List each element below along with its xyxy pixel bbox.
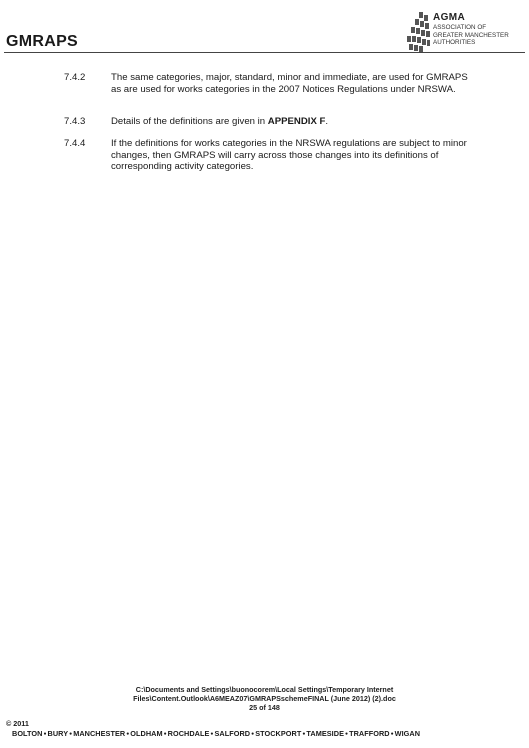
- council-separator: ●: [344, 731, 349, 738]
- council-name: TAMESIDE: [306, 729, 344, 738]
- council-separator: ●: [163, 731, 167, 738]
- paragraph-7-4-2: [64, 72, 471, 95]
- council-name: STOCKPORT: [255, 729, 302, 738]
- footer-path-line: Files\Content.Outlook\A6MEAZ07\GMRAPSschemeFINAL (June 2012) (2).doc: [133, 694, 396, 703]
- council-separator: ●: [43, 731, 47, 738]
- paragraph-7-4-3: [64, 116, 471, 128]
- footer-path-line: C:\Documents and Settings\buonocorem\Local Settings\Temporary Internet: [135, 685, 394, 694]
- copyright-notice: © 2011: [6, 719, 29, 728]
- council-name: ROCHDALE: [167, 729, 210, 738]
- council-name: SALFORD: [214, 729, 251, 738]
- document-header-title: GMRAPS: [6, 33, 79, 50]
- appendix-reference: APPENDIX F: [267, 116, 326, 127]
- council-name: BURY: [47, 729, 69, 738]
- page-number: 25 of 148: [249, 703, 280, 712]
- paragraph-number: 7.4.4: [64, 138, 86, 149]
- paragraph-7-4-4: [64, 138, 471, 173]
- council-separator: ●: [390, 731, 394, 738]
- paragraph-text: [111, 116, 471, 128]
- paragraph-text: If the definitions for works categories in the NRSWA regulations are subject to minor changes, then GMRAPS will carry across those changes into its definitions of corresponding activity categories.: [111, 138, 467, 173]
- logo-subtitle-line: GREATER MANCHESTER: [433, 31, 509, 39]
- council-separator: ●: [210, 731, 214, 738]
- council-separator: ●: [251, 731, 255, 738]
- paragraph-text-end: .: [325, 116, 329, 127]
- paragraph-text-start: Details of the definitions are given in: [111, 116, 268, 127]
- council-name: OLDHAM: [130, 729, 163, 738]
- council-list: [12, 729, 420, 738]
- agma-logo-icon: [405, 10, 431, 52]
- council-name: TRAFFORD: [349, 729, 390, 738]
- logo-subtitle: [433, 24, 509, 47]
- header-divider: [4, 52, 525, 53]
- paragraph-number: 7.4.2: [64, 72, 86, 83]
- council-name: WIGAN: [394, 729, 421, 738]
- footer-file-path: [0, 685, 529, 712]
- council-separator: ●: [302, 731, 306, 738]
- council-name: MANCHESTER: [73, 729, 126, 738]
- logo-name: AGMA: [433, 12, 466, 23]
- logo-subtitle-line: AUTHORITIES: [433, 39, 476, 47]
- paragraph-text: The same categories, major, standard, minor and immediate, are used for GMRAPS as are used for works categories in the 2007 Notices Regulations under NRSWA.: [111, 72, 468, 95]
- paragraph-number: 7.4.3: [64, 116, 86, 127]
- council-separator: ●: [69, 731, 73, 738]
- agma-logo: [405, 10, 515, 52]
- council-name: BOLTON: [12, 729, 43, 738]
- logo-subtitle-line: ASSOCIATION OF: [433, 24, 487, 31]
- council-separator: ●: [126, 731, 130, 738]
